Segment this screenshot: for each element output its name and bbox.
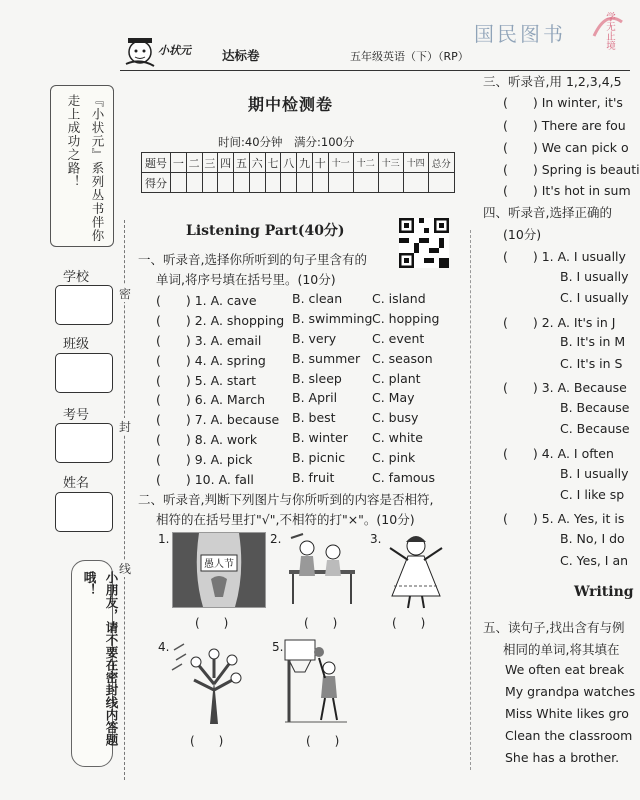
seal-char-feng: 封	[119, 420, 132, 434]
q4-option: C. I like sp	[560, 487, 625, 502]
seal-char-xian: 线	[119, 562, 132, 576]
score-col: 七	[265, 153, 281, 173]
pic-number: 1.	[158, 532, 170, 546]
q4-option: B. I usually	[560, 269, 629, 284]
kids-note-box	[71, 560, 119, 767]
q1-line2: 单词,将序号填在括号里。(10分)	[156, 272, 336, 287]
q5-sentence: We often eat break	[505, 662, 625, 677]
school-label: 学校	[63, 270, 90, 285]
score-col: 十二	[353, 153, 378, 173]
time-info: 时间:40分钟 满分:100分	[218, 135, 355, 149]
q4-option: ( ) 4. A. I often	[503, 446, 614, 461]
score-col: 三	[202, 153, 218, 173]
school-field[interactable]	[55, 285, 113, 325]
q4-option: C. I usually	[560, 290, 629, 305]
pic-number: 3.	[370, 532, 382, 546]
score-cell[interactable]	[265, 173, 281, 193]
score-cell[interactable]	[312, 173, 328, 193]
score-cell[interactable]	[378, 173, 403, 193]
pic-answer-blank[interactable]: ( )	[190, 734, 224, 748]
q4-option: B. No, I do	[560, 531, 625, 546]
pic-number: 5.	[272, 640, 284, 654]
score-cell[interactable]	[186, 173, 202, 193]
publisher-watermark: 国民图书	[474, 22, 566, 46]
score-cell[interactable]	[328, 173, 353, 193]
q3-item: ( ) There are fou	[503, 118, 626, 133]
q4-option: B. It's in M	[560, 334, 626, 349]
score-col: 十四	[403, 153, 428, 173]
q4-option: C. Because	[560, 421, 630, 436]
q4-option: B. I usually	[560, 466, 629, 481]
publisher-stamp: 学无止境	[586, 10, 626, 62]
q2-line1: 二、听录音,判断下列图片与你所听到的内容是否相符,	[138, 492, 434, 507]
exam-number-label: 考号	[63, 408, 90, 423]
series-logo: 达标卷	[222, 48, 260, 63]
score-col: 十	[312, 153, 328, 173]
q1-item: ( ) 3. A. email B. very C. event	[156, 331, 425, 348]
class-field[interactable]	[55, 353, 113, 393]
pic-answer-blank[interactable]: ( )	[304, 616, 338, 630]
exam-number-field[interactable]	[55, 423, 113, 463]
q1-item: ( ) 10. A. fall B. fruit C. famous	[156, 470, 435, 487]
kids-note: 小朋友，请不要在密封线内答题哦！	[82, 571, 119, 746]
q4-option: C. Yes, I an	[560, 553, 629, 568]
exam-title: 期中检测卷	[248, 95, 334, 114]
q3-item: ( ) In winter, it's	[503, 95, 623, 110]
q4-option: ( ) 3. A. Because	[503, 380, 627, 395]
score-row-label: 题号	[142, 153, 171, 173]
q3-item: ( ) We can pick o	[503, 140, 629, 155]
q1-item: ( ) 7. A. because B. best C. busy	[156, 410, 419, 427]
series-scroll	[50, 85, 114, 247]
windy-tree-picture	[170, 640, 260, 726]
score-col: 十三	[378, 153, 403, 173]
q3-title: 三、听录音,用 1,2,3,4,5	[483, 74, 622, 89]
q4-option: ( ) 5. A. Yes, it is	[503, 511, 625, 526]
score-cell[interactable]	[428, 173, 454, 193]
q1-item: ( ) 8. A. work B. winter C. white	[156, 430, 423, 447]
q4-option: ( ) 2. A. It's in J	[503, 315, 616, 330]
score-col: 总分	[428, 153, 454, 173]
pic-answer-blank[interactable]: ( )	[392, 616, 426, 630]
q4-option: C. It's in S	[560, 356, 623, 371]
q5-sentence: Miss White likes gro	[505, 706, 629, 721]
score-col: 四	[218, 153, 234, 173]
seal-line	[124, 220, 125, 780]
writing-part-title: Writing	[574, 584, 634, 600]
grade-label: 五年级英语（下）（RP）	[350, 50, 469, 63]
kids-studying-picture	[283, 530, 361, 608]
score-cell[interactable]	[218, 173, 234, 193]
score-cell[interactable]	[171, 173, 187, 193]
q1-item: ( ) 1. A. cave B. clean C. island	[156, 291, 426, 308]
q1-instruction	[138, 250, 458, 290]
q3-item: ( ) It's hot in sum	[503, 183, 631, 198]
score-cell[interactable]	[234, 173, 250, 193]
q2-line2: 相符的在括号里打"√",不相符的打"×"。(10分)	[156, 512, 415, 527]
pic-number: 4.	[158, 640, 170, 654]
basketball-picture	[285, 638, 347, 724]
q1-item: ( ) 6. A. March B. April C. May	[156, 390, 415, 407]
score-col: 八	[281, 153, 297, 173]
score-col: 十一	[328, 153, 353, 173]
girl-dress-picture	[380, 530, 452, 610]
seal-char-mi: 密	[119, 287, 132, 301]
brand-name: 小状元	[158, 44, 191, 57]
q5-line2: 相同的单词,将其填在	[503, 642, 620, 657]
score-cell[interactable]	[297, 173, 313, 193]
q5-sentence: My grandpa watches	[505, 684, 636, 699]
name-label: 姓名	[63, 476, 90, 491]
q1-item: ( ) 4. A. spring B. summer C. season	[156, 351, 433, 368]
name-field[interactable]	[55, 492, 113, 532]
score-col: 五	[234, 153, 250, 173]
scroll-text: 『小状元』系列丛书伴你走上成功之路！	[66, 94, 105, 243]
q1-item: ( ) 2. A. shopping B. swimming C. hopping	[156, 311, 440, 328]
q5-sentence: She has a brother.	[505, 750, 620, 765]
header-divider	[120, 70, 630, 71]
score-cell[interactable]	[249, 173, 265, 193]
q4-option: ( ) 1. A. I usually	[503, 249, 626, 264]
svg-text:愚人节: 愚人节	[204, 559, 234, 570]
score-col: 一	[171, 153, 187, 173]
class-label: 班级	[63, 337, 90, 352]
q4-title: 四、听录音,选择正确的	[483, 205, 612, 220]
score-cell[interactable]	[281, 173, 297, 193]
april-fools-stage-picture	[172, 532, 266, 608]
score-table	[141, 152, 455, 193]
q5-instruction	[483, 618, 624, 660]
pic-answer-blank[interactable]: ( )	[306, 734, 340, 748]
q5-sentence: Clean the classroom	[505, 728, 633, 743]
pic-answer-blank[interactable]: ( )	[195, 616, 229, 630]
score-cell[interactable]	[403, 173, 428, 193]
score-col: 六	[249, 153, 265, 173]
score-row2-label: 得分	[142, 173, 171, 193]
listening-part-title: Listening Part(40分)	[186, 223, 345, 239]
pic-number: 2.	[270, 532, 282, 546]
q3-item: ( ) Spring is beauti	[503, 162, 640, 177]
q1-line1: 一、听录音,选择你所听到的句子里含有的	[138, 252, 367, 267]
q1-item: ( ) 9. A. pick B. picnic C. pink	[156, 450, 416, 467]
brand-logo	[118, 30, 218, 70]
score-col: 二	[186, 153, 202, 173]
q4-option: B. Because	[560, 400, 630, 415]
score-col: 九	[297, 153, 313, 173]
score-cell[interactable]	[202, 173, 218, 193]
q1-item: ( ) 5. A. start B. sleep C. plant	[156, 371, 421, 388]
q5-line1: 五、读句子,找出含有与例	[483, 620, 625, 635]
score-cell[interactable]	[353, 173, 378, 193]
q4-score: (10分)	[503, 227, 542, 242]
q2-instruction	[138, 490, 468, 530]
